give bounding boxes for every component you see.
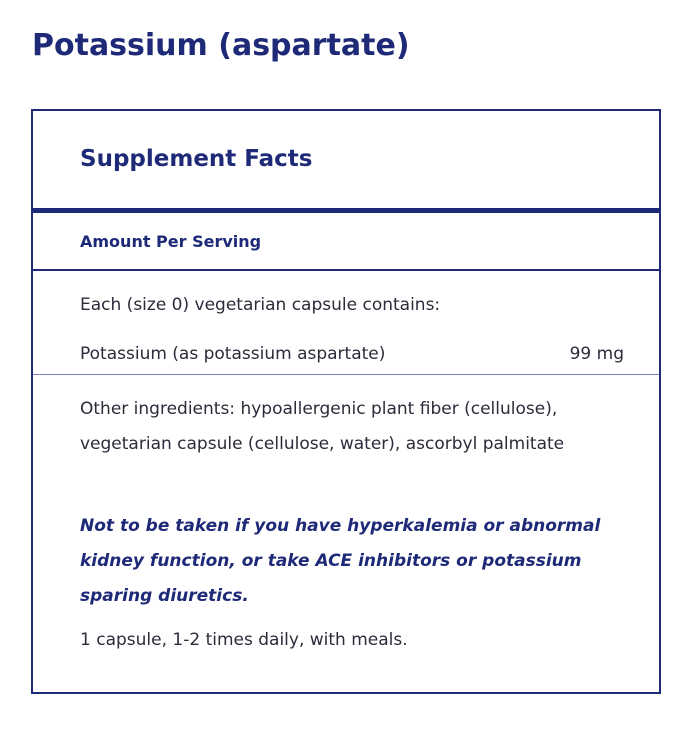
product-title: Potassium (aspartate) [32,28,410,63]
divider [33,269,659,271]
amount-per-serving-label: Amount Per Serving [80,232,262,251]
supplement-facts-heading: Supplement Facts [80,146,313,172]
thick-divider [33,208,659,213]
nutrient-name: Potassium (as potassium aspartate) [80,344,386,364]
light-divider [33,374,659,375]
directions-text: 1 capsule, 1-2 times daily, with meals. [80,630,408,650]
supplement-facts-panel [31,109,661,694]
nutrient-amount: 99 mg [569,344,624,364]
warning-text: Not to be taken if you have hyperkalemia or abnormal kidney function, or take ACE inhibitors or potassium sparing diuretics. [80,516,601,606]
nutrient-row [80,344,624,364]
serving-description: Each (size 0) vegetarian capsule contains: [80,295,441,315]
other-ingredients: Other ingredients: hypoallergenic plant fiber (cellulose), vegetarian capsule (cellulose, water), ascorbyl palmitate [80,399,565,454]
